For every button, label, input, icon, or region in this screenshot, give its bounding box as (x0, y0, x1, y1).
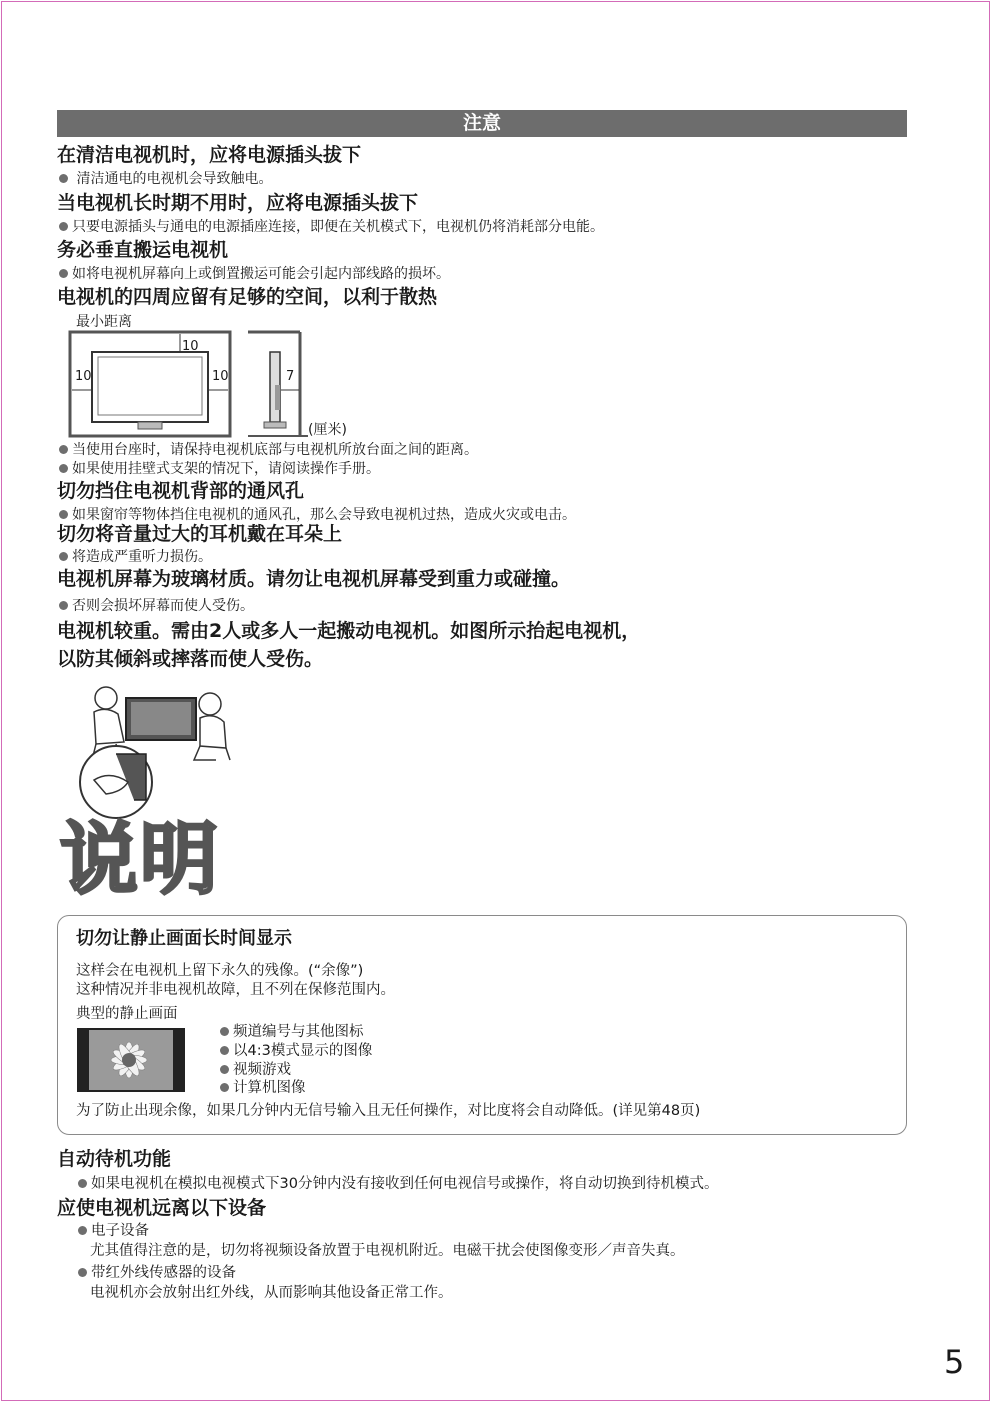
bullet-dot-icon (220, 1065, 229, 1074)
bullet-wall-bracket: 如果使用挂壁式支架的情况下，请阅读操作手册。 (59, 460, 380, 478)
heading-heavy-line2: 以防其倾斜或摔落而使人受伤。 (57, 648, 324, 670)
min-distance-label: 最小距离 (76, 314, 132, 330)
keep-away-item2-title: 带红外线传感器的设备 (78, 1264, 236, 1282)
heading-vents: 切勿挡住电视机背部的通风孔 (57, 480, 305, 502)
bullet-long-unused: 只要电源插头与通电的电源插座连接，即便在关机模式下，电视机仍将消耗部分电能。 (59, 218, 604, 236)
bullet-carry-upright: 如将电视机屏幕向上或倒置搬运可能会引起内部线路的损坏。 (59, 265, 450, 283)
notes-title: 说明 (60, 815, 221, 905)
unit-label: (厘米) (308, 422, 347, 438)
bullet-dot-icon (59, 552, 68, 561)
heading-auto-standby: 自动待机功能 (57, 1148, 172, 1170)
static-item-4: 计算机图像 (220, 1079, 306, 1097)
bullet-dot-icon (59, 174, 68, 183)
bullet-dot-icon (59, 601, 68, 610)
bullet-glass-screen: 否则会损坏屏幕而使人受伤。 (59, 597, 254, 615)
page-number: 5 (944, 1343, 965, 1381)
bullet-dot-icon (59, 464, 68, 473)
carrying-tv-illustration (76, 682, 236, 822)
static-item-3: 视频游戏 (220, 1061, 291, 1079)
bullet-headphones: 将造成严重听力损伤。 (59, 548, 212, 566)
static-item-1: 频道编号与其他图标 (220, 1023, 364, 1041)
bullet-auto-standby: 如果电视机在模拟电视模式下30分钟内没有接收到任何电视信号或操作，将自动切换到待机模式。 (78, 1175, 718, 1193)
dist-left-label: 10 (75, 369, 92, 384)
heading-glass-screen: 电视机屏幕为玻璃材质。请勿让电视机屏幕受到重力或碰撞。 (57, 568, 571, 590)
bullet-dot-icon (78, 1179, 87, 1188)
static-image-thumbnail (77, 1028, 185, 1092)
keep-away-item1-title: 电子设备 (78, 1222, 149, 1240)
dist-side-label: 7 (286, 369, 295, 384)
keep-away-item1-desc: 尤其值得注意的是，切勿将视频设备放置于电视机附近。电磁干扰会使图像变形／声音失真。 (90, 1243, 685, 1259)
bullet-dot-icon (78, 1268, 87, 1277)
caution-banner: 注意 (57, 110, 907, 137)
notice-footer: 为了防止出现余像，如果几分钟内无信号输入且无任何操作，对比度将会自动降低。(详见第48页) (76, 1103, 701, 1119)
bullet-dot-icon (59, 510, 68, 519)
heading-cleaning: 在清洁电视机时，应将电源插头拔下 (57, 144, 362, 166)
bullet-stand: 当使用台座时，请保持电视机底部与电视机所放台面之间的距离。 (59, 441, 478, 459)
bullet-dot-icon (220, 1083, 229, 1092)
keep-away-item2-desc: 电视机亦会放射出红外线，从而影响其他设备正常工作。 (90, 1285, 453, 1301)
heading-long-unused: 当电视机长时期不用时，应将电源插头拔下 (57, 192, 419, 214)
heading-keep-away: 应使电视机远离以下设备 (57, 1197, 267, 1219)
notice-line1: 这样会在电视机上留下永久的残像。(“余像”) (76, 963, 364, 979)
heading-headphones: 切勿将音量过大的耳机戴在耳朵上 (57, 523, 343, 545)
heading-carry-upright: 务必垂直搬运电视机 (57, 239, 229, 261)
bullet-dot-icon (59, 269, 68, 278)
bullet-dot-icon (59, 222, 68, 231)
bullet-cleaning: 清洁通电的电视机会导致触电。 (59, 170, 272, 188)
bullet-vents: 如果窗帘等物体挡住电视机的通风孔，那么会导致电视机过热，造成火灾或电击。 (59, 506, 576, 524)
notice-heading: 切勿让静止画面长时间显示 (76, 928, 292, 949)
static-item-2: 以4:3模式显示的图像 (220, 1042, 372, 1060)
dist-right-label: 10 (212, 369, 229, 384)
dist-top-label: 10 (182, 339, 199, 354)
bullet-dot-icon (220, 1046, 229, 1055)
bullet-dot-icon (220, 1027, 229, 1036)
notice-line2: 这种情况并非电视机故障，且不列在保修范围内。 (76, 982, 395, 998)
heading-ventilation-space: 电视机的四周应留有足够的空间，以利于散热 (57, 286, 438, 308)
typical-static-label: 典型的静止画面 (76, 1006, 178, 1022)
heading-heavy-line1: 电视机较重。需由2人或多人一起搬动电视机。如图所示抬起电视机， (57, 620, 641, 642)
bullet-dot-icon (78, 1226, 87, 1235)
bullet-dot-icon (59, 445, 68, 454)
